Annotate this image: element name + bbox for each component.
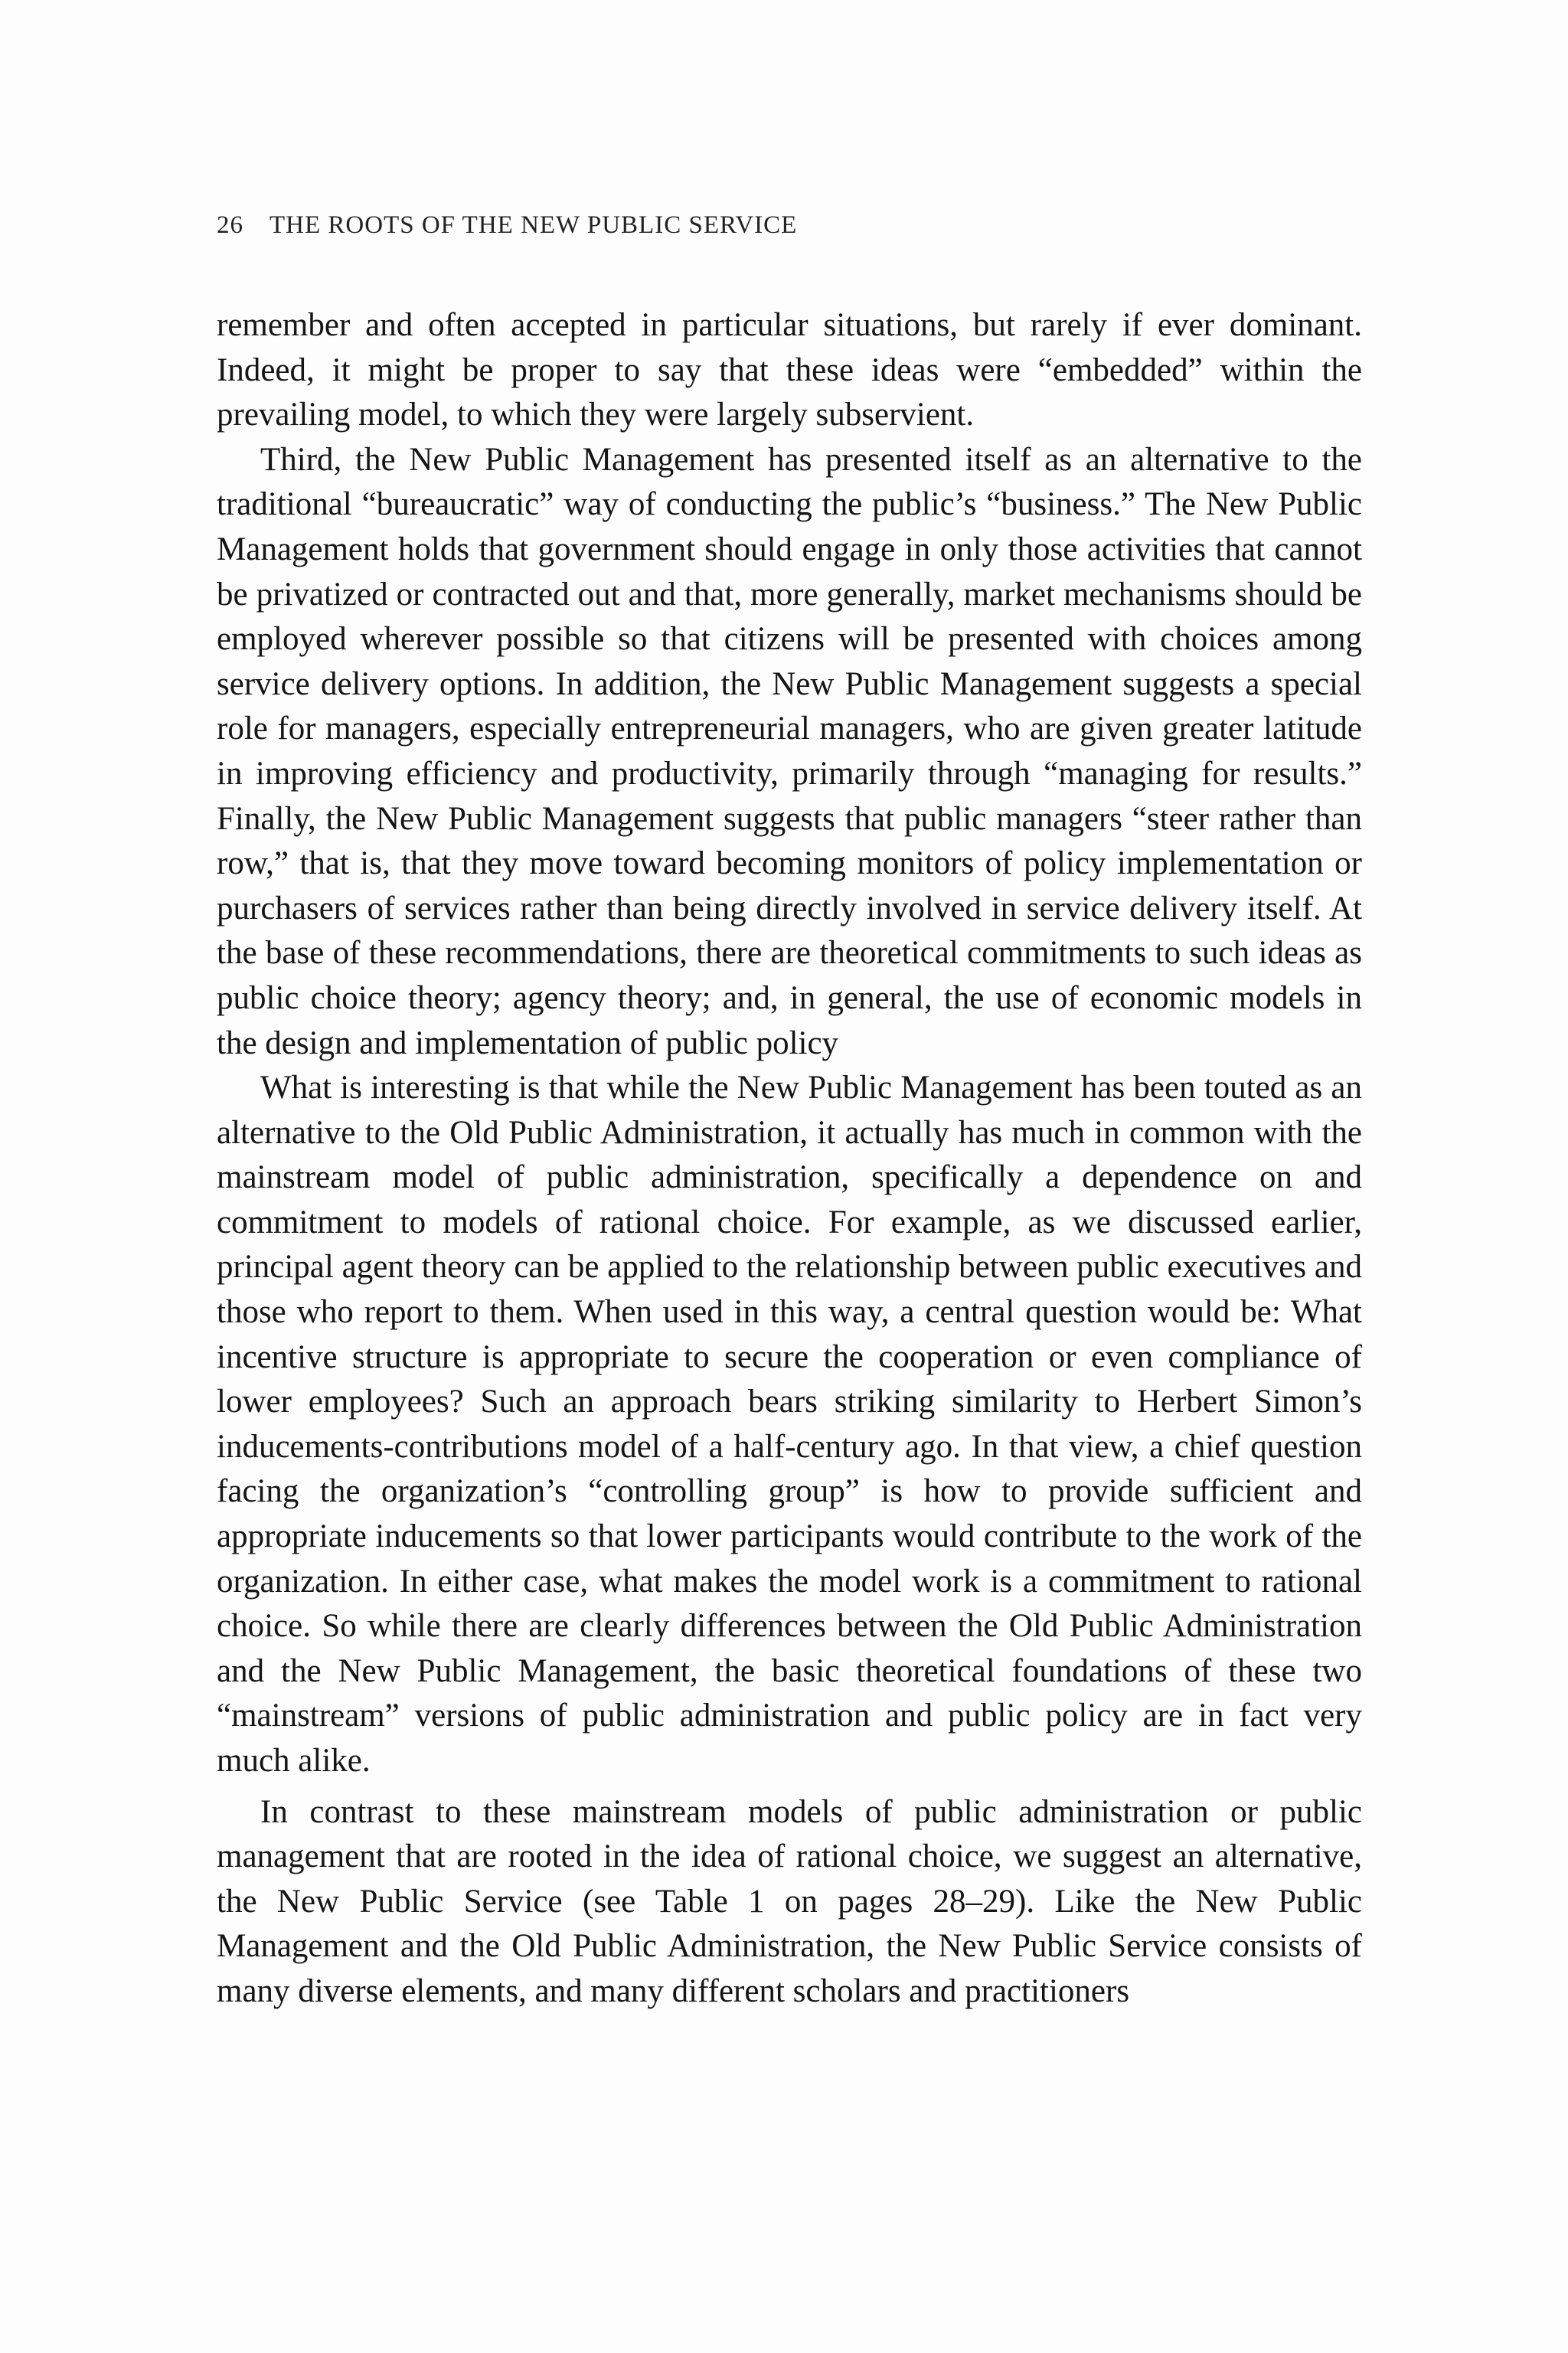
paragraph-in-contrast: In contrast to these mainstream models of public administration or public management that are rooted in the idea of rational choice, we suggest an alternative, the New Public Service (see Table 1 on pages 28–29). Like the New Public Management and the Old Public Administration, the New Public Service consists of many diverse elements, and many different scholars and practitioners <box>217 1793 1362 2009</box>
paragraph-continued: remember and often accepted in particular situations, but rarely if ever dominant. Indeed, it might be proper to say that these ideas were “embedded” within the prevailing model, to which they were largely subservient. <box>217 307 1362 433</box>
running-title: THE ROOTS OF THE NEW PUBLIC SERVICE <box>270 211 798 239</box>
body-text <box>217 303 1362 2015</box>
running-header <box>217 211 1365 240</box>
paragraph-third-npm: Third, the New Public Management has presented itself as an alternative to the traditional “bureaucratic” way of conducting the public’s “business.” The New Public Management holds that government should engage in only those activities that cannot be privatized or contracted out and that, more generally, market mechanisms should be employed wherever possible so that citizens will be presented with choices among service delivery options. In addition, the New Public Management suggests a special role for managers, especially entrepreneurial managers, who are given greater latitude in improving efficiency and productivity, primarily through “managing for results.” Finally, the New Public Management suggests that public managers “steer rather than row,” that is, that they move toward becoming monitors of policy implementation or purchasers of services rather than being directly involved in service delivery itself. At the base of these recommendations, there are theoretical commitments to such ideas as public choice theory; agency theory; and, in general, the use of economic models in the design and implementation of public policy <box>217 441 1362 1061</box>
page-number: 26 <box>217 211 243 239</box>
paragraph-interesting: What is interesting is that while the New Public Management has been touted as an alternative to the Old Public Administration, it actually has much in common with the mainstream model of public administration, specifically a dependence on and commitment to models of rational choice. For example, as we discussed earlier, principal agent theory can be applied to the relationship between public executives and those who report to them. When used in this way, a central question would be: What incentive structure is appropriate to secure the cooperation or even compliance of lower employees? Such an approach bears striking similarity to Herbert Simon’s inducements-contributions model of a half-century ago. In that view, a chief question facing the organization’s “controlling group” is how to provide sufficient and appropriate inducements so that lower participants would contribute to the work of the organization. In either case, what makes the model work is a commitment to rational choice. So while there are clearly differences between the Old Public Administration and the New Public Management, the basic theoretical foundations of these two “mainstream” versions of public administration and public policy are in fact very much alike. <box>217 1070 1362 1779</box>
